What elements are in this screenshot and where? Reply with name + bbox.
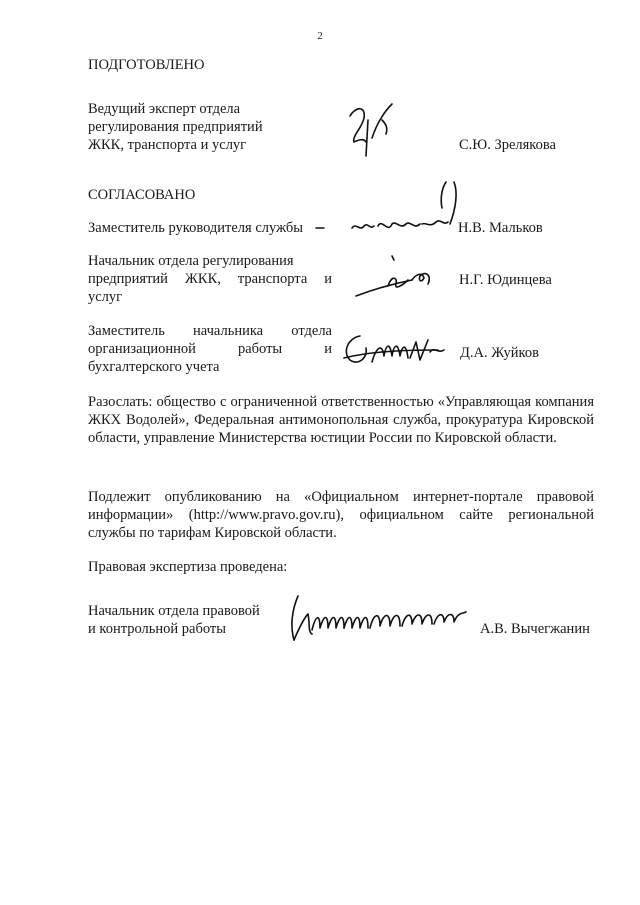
signer-position-line: услуг xyxy=(88,289,123,305)
signature-malkov xyxy=(314,178,464,240)
legal-review-position-line: и контрольной работы xyxy=(88,621,226,637)
page-number: 2 xyxy=(317,30,323,42)
signature-zhuykov xyxy=(338,328,456,374)
publication-paragraph: Подлежит опубликованию на «Официальном интернет-портале правовой информации» (http://www.pravo.gov.ru), официальном сайте региональной службы по тарифам Кировской области. xyxy=(88,489,594,541)
signer-position-line: бухгалтерского учета xyxy=(88,359,220,375)
distribution-paragraph: Разослать: общество с ограниченной ответственностью «Управляющая компания ЖКХ Водолей», Федеральная антимонопольная служба, прокуратура Кировской области, управление Министерства юстиции России по Кировской области. xyxy=(88,394,594,446)
signature-vychegzhanin xyxy=(282,590,472,646)
signer-name: Н.Г. Юдинцева xyxy=(459,272,552,288)
prepared-name: С.Ю. Зрелякова xyxy=(459,137,556,153)
signer-name: Н.В. Мальков xyxy=(458,220,543,236)
agreed-heading: СОГЛАСОВАНО xyxy=(88,187,196,203)
signature-yudintseva xyxy=(352,250,442,306)
signer-position-line: организационной работы и xyxy=(88,341,332,357)
signer-position-line: Заместитель руководителя службы xyxy=(88,220,304,236)
legal-review-name: А.В. Вычегжанин xyxy=(480,621,590,637)
legal-review-position-line: Начальник отдела правовой xyxy=(88,603,260,619)
prepared-position-line: регулирования предприятий xyxy=(88,119,263,135)
signer-position-line: Заместитель начальника отдела xyxy=(88,323,332,339)
legal-review-statement: Правовая экспертиза проведена: xyxy=(88,559,288,575)
prepared-position-line: ЖКК, транспорта и услуг xyxy=(88,137,247,153)
signer-position-line: Начальник отдела регулирования xyxy=(88,253,294,269)
signer-position-line: предприятий ЖКК, транспорта и xyxy=(88,271,332,287)
signer-name: Д.А. Жуйков xyxy=(460,345,539,361)
prepared-heading: ПОДГОТОВЛЕНО xyxy=(88,57,205,73)
signature-zrelyakova xyxy=(342,98,402,160)
prepared-position-line: Ведущий эксперт отдела xyxy=(88,101,241,117)
